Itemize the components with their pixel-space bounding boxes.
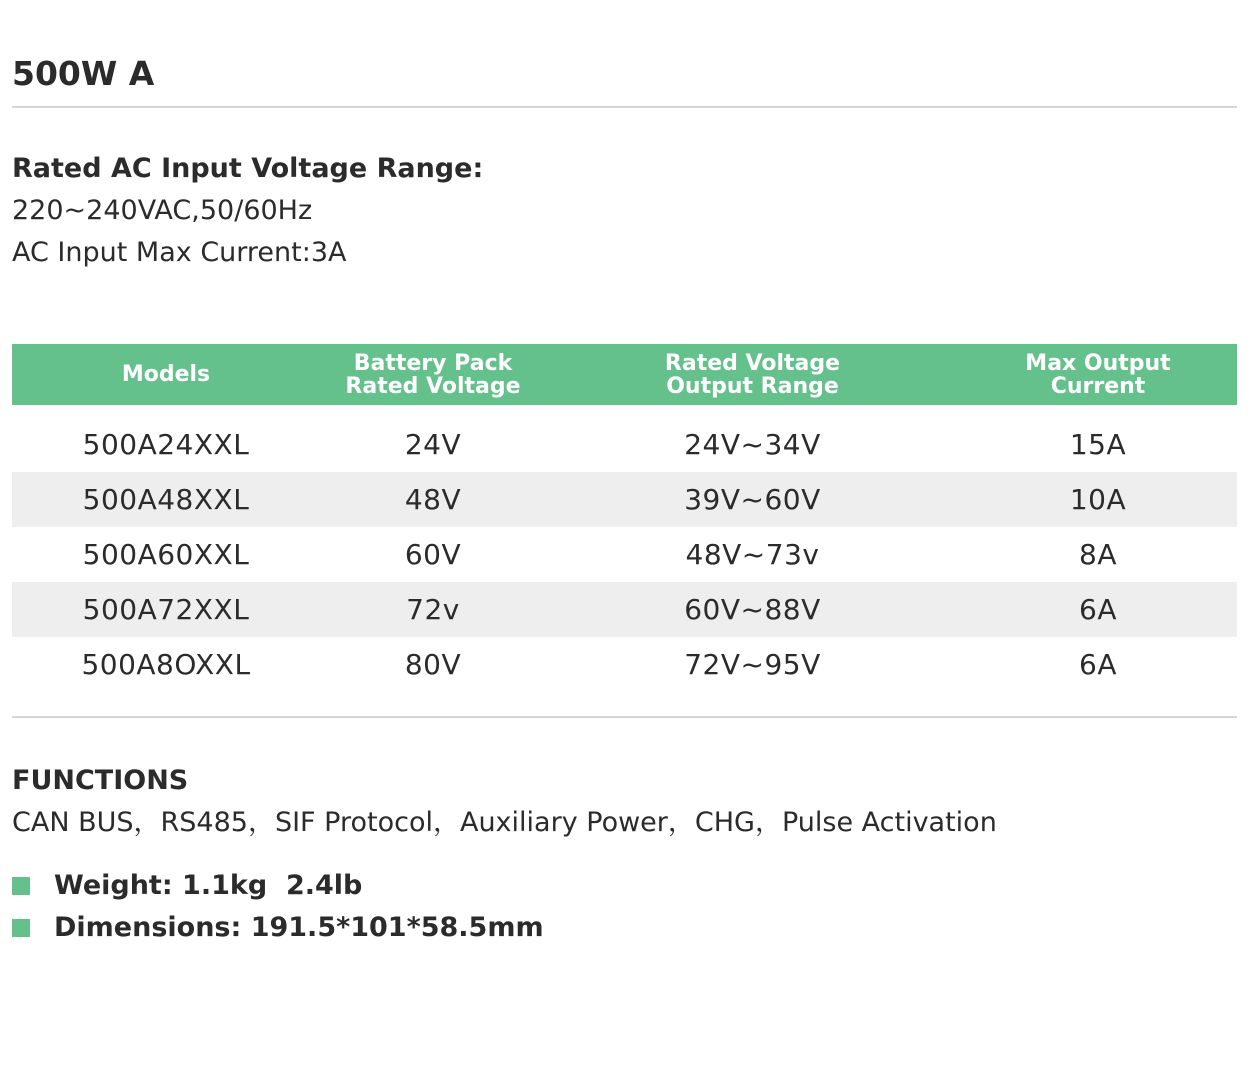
cell-model: 500A24XXL bbox=[82, 428, 250, 461]
cell-max-current: 10A bbox=[959, 472, 1237, 527]
weight-text: Weight: 1.1kg 2.4lb bbox=[54, 870, 363, 901]
header-current-line2: Current bbox=[1050, 373, 1146, 399]
table-spacer bbox=[12, 405, 1237, 417]
table-row bbox=[12, 637, 1237, 692]
cell-model: 500A8OXXL bbox=[81, 648, 251, 681]
dimensions-text: Dimensions: 191.5*101*58.5mm bbox=[54, 912, 544, 943]
page-title: 500W A bbox=[12, 54, 155, 93]
spacer-cell bbox=[12, 405, 1237, 417]
table-header-row bbox=[12, 344, 1237, 405]
square-bullet-icon bbox=[12, 919, 30, 937]
model-spec-table bbox=[12, 344, 1237, 692]
table-row bbox=[12, 527, 1237, 582]
cell-output-range: 60V~88V bbox=[546, 582, 959, 637]
cell-battery-voltage: 80V bbox=[404, 648, 462, 681]
cell-battery-voltage: 48V bbox=[320, 472, 546, 527]
input-voltage-value: 220~240VAC,50/60Hz bbox=[12, 195, 313, 226]
header-output-range bbox=[546, 344, 959, 405]
cell-battery-voltage: 72v bbox=[320, 582, 546, 637]
cell-output-range: 48V~73v bbox=[685, 538, 820, 571]
square-bullet-icon bbox=[12, 877, 30, 895]
cell-model: 500A60XXL bbox=[82, 538, 250, 571]
table-row bbox=[12, 417, 1237, 472]
header-battery-line2: Rated Voltage bbox=[345, 373, 521, 399]
functions-list: CAN BUS，RS485，SIF Protocol，Auxiliary Power，CHG，Pulse Activation bbox=[12, 807, 997, 838]
cell-output-range: 24V~34V bbox=[684, 428, 821, 461]
cell-max-current: 15A bbox=[1069, 428, 1127, 461]
table-row bbox=[12, 472, 1237, 527]
cell-model: 500A72XXL bbox=[12, 582, 320, 637]
cell-max-current: 8A bbox=[1079, 538, 1117, 571]
header-models bbox=[12, 344, 320, 405]
cell-battery-voltage: 60V bbox=[404, 538, 462, 571]
cell-battery-voltage: 24V bbox=[404, 428, 462, 461]
input-voltage-heading: Rated AC Input Voltage Range: bbox=[12, 153, 484, 184]
header-output-line1: Rated Voltage bbox=[664, 350, 841, 376]
header-models-label: Models bbox=[121, 362, 211, 387]
weight-spec bbox=[12, 867, 362, 905]
header-current-line1: Max Output bbox=[1025, 350, 1171, 376]
cell-model: 500A48XXL bbox=[12, 472, 320, 527]
header-output-line2: Output Range bbox=[666, 373, 839, 399]
table-divider bbox=[12, 716, 1237, 718]
cell-max-current: 6A bbox=[1079, 648, 1117, 681]
cell-max-current: 6A bbox=[959, 582, 1237, 637]
table-row bbox=[12, 582, 1237, 637]
header-battery-voltage bbox=[320, 344, 546, 405]
header-max-current bbox=[959, 344, 1237, 405]
title-divider bbox=[12, 106, 1237, 108]
cell-output-range: 72V~95V bbox=[684, 648, 821, 681]
cell-output-range: 39V~60V bbox=[546, 472, 959, 527]
input-max-current: AC Input Max Current:3A bbox=[12, 237, 347, 268]
header-battery-line1: Battery Pack bbox=[353, 350, 513, 376]
dimensions-spec bbox=[12, 909, 544, 947]
functions-heading: FUNCTIONS bbox=[12, 765, 189, 796]
